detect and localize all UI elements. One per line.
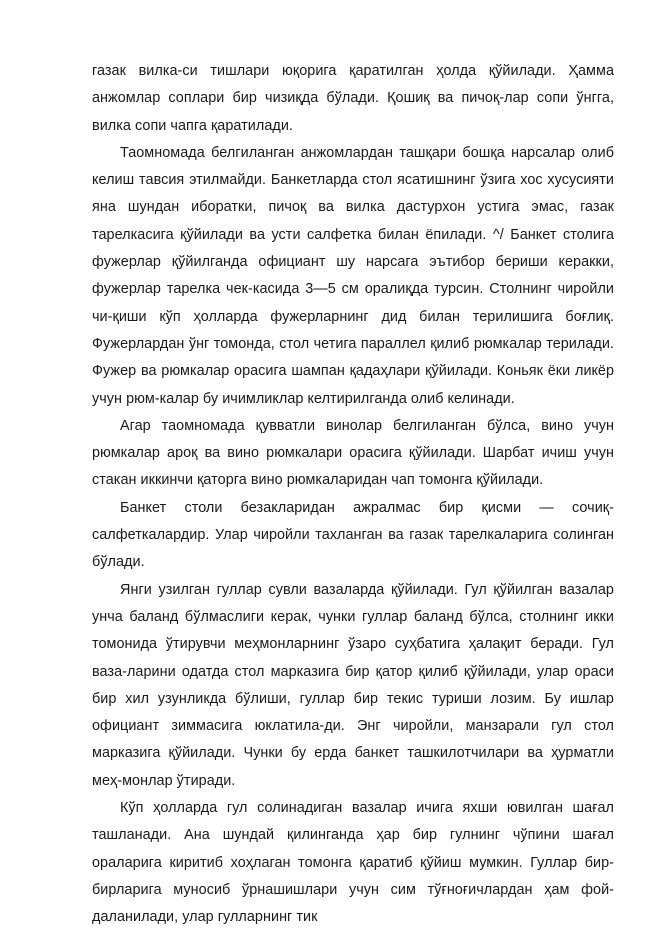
document-page [92, 58, 614, 932]
paragraph-2: Таомномада белгиланган анжомлардан ташқари бошқа нарсалар олиб келиш тавсия этилмайди. Банкетларда стол ясатишнинг ўзига хос хусусияти яна шундан иборатки, пичоқ ва вилка дастурхон устига эмас, газак тарелкасига қўйилади ва усти салфетка билан ёпилади. ^/ Банкет столига фужерлар қўйилганда официант шу нарсага эътибор бериши керакки, фужерлар тарелка чек-касида 3—5 см оралиқда турсин. Столнинг чиройли чи-қиши кўп ҳолларда фужерларнинг дид билан терилишига боғлиқ. Фужерлардан ўнг томонда, стол четига параллел қилиб рюмкалар терилади. Фужер ва рюмкалар орасига шампан қадаҳлари қўйилади. Коньяк ёки ликёр учун рюм-калар бу ичимликлар келтирилганда олиб келинади. [92, 144, 614, 407]
paragraph-4: Банкет столи безакларидан ажралмас бир қисми — сочиқ-салфеткалардир. Улар чиройли тахланган ва газак тарелкаларига солинган бўлади. [92, 499, 614, 571]
paragraph-6: Кўп ҳолларда гул солинадиган вазалар ичига яхши ювилган шағал ташланади. Ана шундай қилинганда ҳар бир гулнинг чўпини шағал ораларига киритиб хоҳлаган томонга қаратиб қўйиш мумкин. Гуллар бир-бирларига муносиб ўрнашишлари учун сим тўғноғичлардан ҳам фой-даланилади, улар гулларнинг тик [92, 800, 614, 926]
paragraph-5: Янги узилган гуллар сувли вазаларда қўйилади. Гул қўйилган вазалар унча баланд бўлмаслиги керак, чунки гуллар баланд бўлса, столнинг икки томонида ўтирувчи меҳмонларнинг ўзаро суҳбатига ҳалақит беради. Гул ваза-ларини одатда стол марказига бир қатор қилиб қўйилади, улар ораси бир хил узунликда бўлиши, гуллар бир текис туриши лозим. Бу ишлар официант зиммасига юклатила-ди. Энг чиройли, манзарали гул стол марказига қўйилади. Чунки бу ерда банкет ташкилотчилари ва ҳурматли меҳ-монлар ўтиради. [92, 581, 614, 789]
paragraph-3: Агар таомномада қувватли винолар белгиланган бўлса, вино учун рюмкалар ароқ ва вино рюмкалари орасига қўйилади. Шарбат ичиш учун стакан иккинчи қаторга вино рюмкаларидан чап томонга қўйилади. [92, 417, 614, 489]
paragraph-1: газак вилка-си тишлари юқорига қаратилган ҳолда қўйилади. Ҳамма анжомлар соплари бир чизиқда бўлади. Қошиқ ва пичоқ-лар сопи ўнгга, вилка сопи чапга қаратилади. [92, 63, 614, 134]
